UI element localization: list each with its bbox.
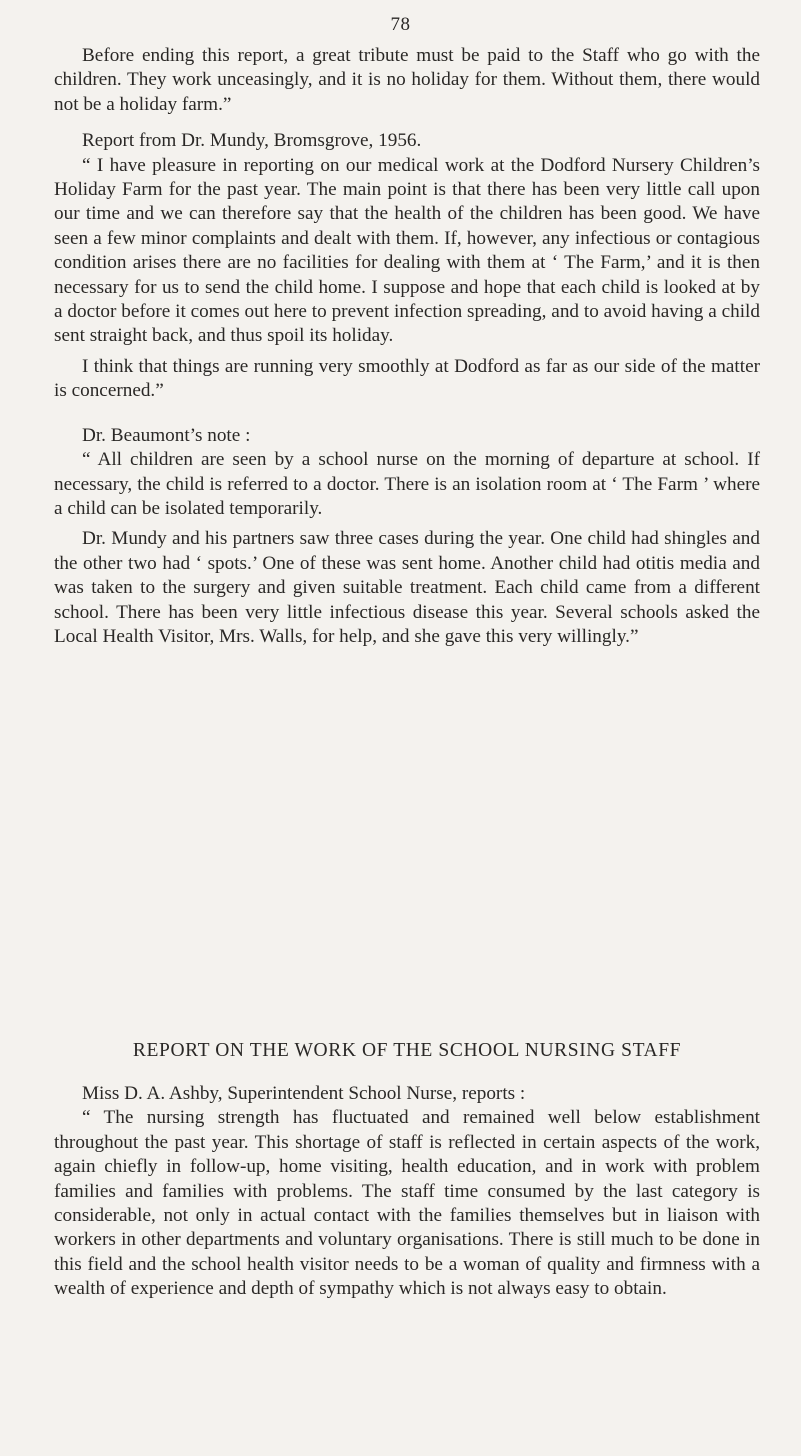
paragraph-mundy-report-closing: I think that things are running very smoothly at Dodford as far as our side of the matter is concerned.” (54, 355, 760, 402)
paragraph-ashby-intro: Miss D. A. Ashby, Superintendent School Nurse, reports : (82, 1083, 526, 1104)
body-text-upper (54, 44, 760, 649)
page-number: 78 (390, 14, 411, 35)
paragraph-mundy-report-intro: Report from Dr. Mundy, Bromsgrove, 1956. (82, 130, 422, 152)
paragraph-beaumont-note-body: “ All children are seen by a school nurse on the morning of departure at school. If necessary, the child is referred to a doctor. There is an isolation room at ‘ The Farm ’ where a child can be isolated temporarily. (54, 449, 760, 519)
paragraph-staff-tribute: Before ending this report, a great tribute must be paid to the Staff who go with the children. They work unceasingly, and it is no holiday for them. Without them, there would not be a holiday farm.” (54, 45, 760, 115)
paragraph-beaumont-note-label: Dr. Beaumont’s note : (82, 424, 251, 446)
body-text-lower (54, 1082, 760, 1302)
section-heading: REPORT ON THE WORK OF THE SCHOOL NURSING STAFF (132, 1040, 682, 1061)
paragraph-ashby-report: “ The nursing strength has fluctuated and remained well below establishment throughout the past year. This shortage of staff is reflected in certain aspects of the work, again chiefly in follow-up, home visiting, health education, and in work with problem families and families with problems. The staff time consumed by the last category is considerable, not only in actual contact with the families themselves but in liaison with workers in other departments and voluntary organisations. There is still much to be done in this field and the school health visitor needs to be a woman of quality and firmness with a wealth of experience and depth of sympathy which is not always easy to obtain. (54, 1107, 760, 1300)
paragraph-beaumont-cases: Dr. Mundy and his partners saw three cases during the year. One child had shingles and the other two had ‘ spots.’ One of these was sent home. Another child had otitis media and was taken to the surgery and given suitable treatment. Each child came from a different school. There has been very little infectious disease this year. Several schools asked the Local Health Visitor, Mrs. Walls, for help, and she gave this very willingly.” (54, 528, 760, 647)
paragraph-mundy-report-body: “ I have pleasure in reporting on our medical work at the Dodford Nursery Children’s Holiday Farm for the past year. The main point is that there has been very little call upon our time and we can therefore say that the health of the children has been good. We have seen a few minor complaints and dealt with them. If, however, any infectious or contagious condition arises there are no facilities for dealing with them at ‘ The Farm,’ and it is then necessary for us to send the child home. I suppose and hope that each child is looked at by a doctor before it comes out here to prevent infection spreading, and to avoid having a child sent straight back, and thus spoil its holiday. (54, 154, 760, 347)
